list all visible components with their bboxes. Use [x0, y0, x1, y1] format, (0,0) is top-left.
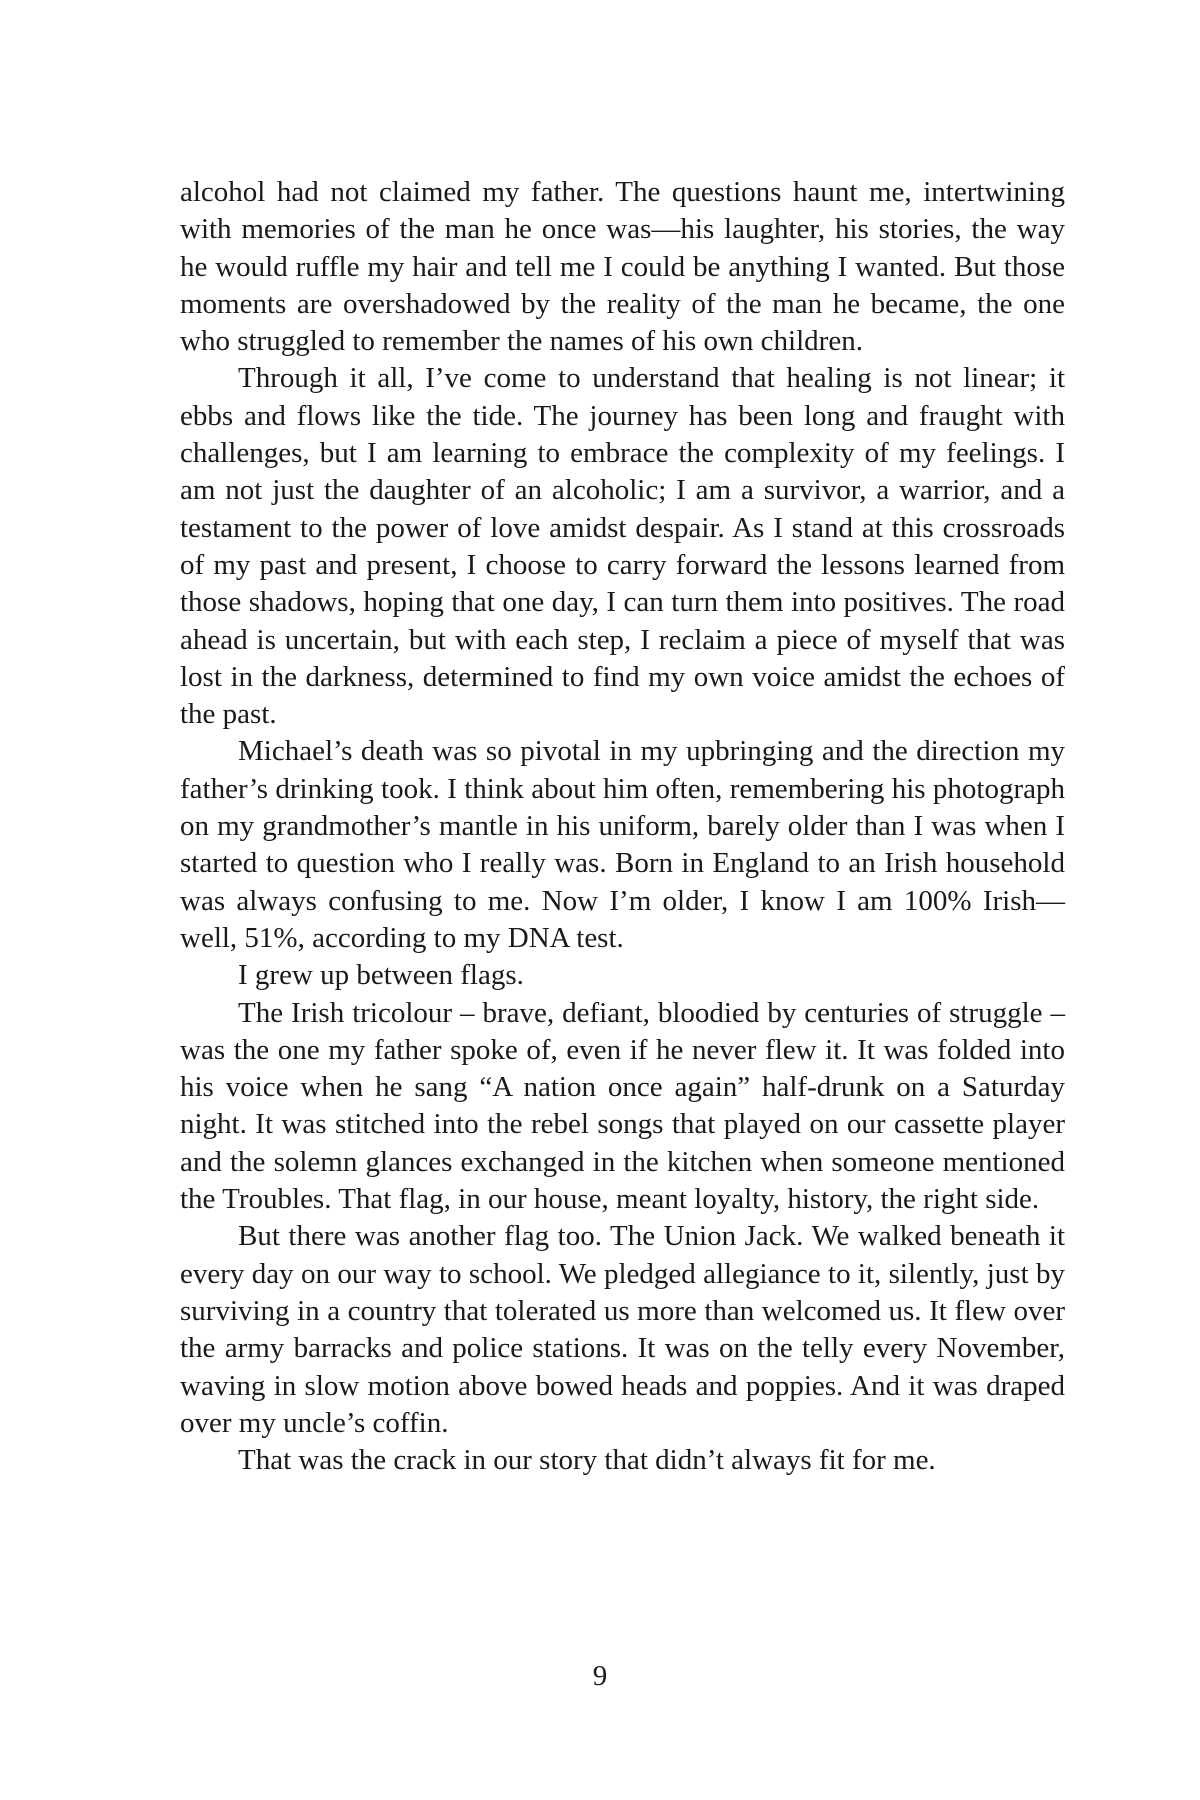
paragraph-1: alcohol had not claimed my father. The questions haunt me, intertwining with memories of the man he once was—his laughter, his stories, the way he would ruffle my hair and tell me I could be anything I wanted. But those moments are overshadowed by the reality of the man he became, the one who struggled to remember the names of his own children. [180, 176, 1065, 358]
paragraph-3: Michael’s death was so pivotal in my upbringing and the direction my father’s drinking took. I think about him often, remembering his photograph on my grandmother’s mantle in his uniform, barely older than I was when I started to question who I really was. Born in England to an Irish household was always confusing to me. Now I’m older, I know I am 100% Irish—well, 51%, according to my DNA test. [180, 735, 1065, 954]
paragraph-4: I grew up between flags. [238, 959, 524, 992]
paragraph-2: Through it all, I’ve come to understand that healing is not linear; it ebbs and flows like the tide. The journey has been long and fraught with challenges, but I am learning to embrace the complexity of my feelings. I am not just the daughter of an alcoholic; I am a survivor, a warrior, and a testament to the power of love amidst despair. As I stand at this crossroads of my past and present, I choose to carry forward the lessons learned from those shadows, hoping that one day, I can turn them into positives. The road ahead is uncertain, but with each step, I reclaim a piece of myself that was lost in the darkness, determined to find my own voice amidst the echoes of the past. [180, 362, 1065, 731]
page-number: 9 [592, 1660, 608, 1692]
paragraph-5: The Irish tricolour – brave, defiant, bloodied by centuries of struggle – was the one my father spoke of, even if he never flew it. It was folded into his voice when he sang “A nation once again” half-drunk on a Saturday night. It was stitched into the rebel songs that played on our cassette player and the solemn glances exchanged in the kitchen when someone mentioned the Troubles. That flag, in our house, meant loyalty, history, the right side. [180, 996, 1065, 1216]
paragraph-6: But there was another flag too. The Union Jack. We walked beneath it every day on our way to school. We pledged allegiance to it, silently, just by surviving in a country that tolerated us more than welcomed us. It flew over the army barracks and police stations. It was on the telly every November, waving in slow motion above bowed heads and poppies. And it was draped over my uncle’s coffin. [180, 1220, 1065, 1439]
paragraph-7: That was the crack in our story that didn’t always fit for me. [238, 1444, 936, 1477]
body-text [180, 174, 1065, 1479]
